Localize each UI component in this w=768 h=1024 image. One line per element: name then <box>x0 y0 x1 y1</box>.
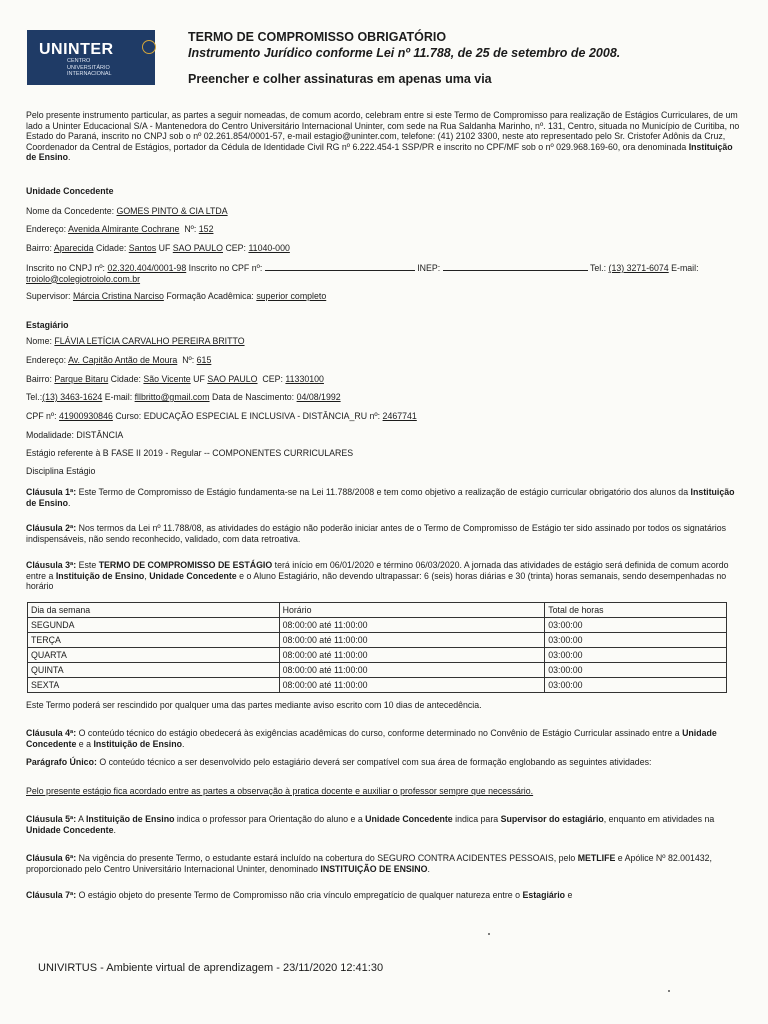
logo-subtitle: CENTRO UNIVERSITÁRIO INTERNACIONAL <box>67 58 112 77</box>
referente-text: Estágio referente à B FASE II 2019 - Regular -- COMPONENTES CURRICULARES <box>26 448 354 458</box>
atividades-text: Pelo presente estágio fica acordado entre as partes a observação à pratica docente e auxiliar o professor sempre que necessário. <box>26 786 534 796</box>
table-row: QUINTA 08:00:00 até 11:00:00 03:00:00 <box>28 663 727 678</box>
concedente-city-row: Bairro: Aparecida Cidade: Santos UF SAO PAULO CEP: 11040-000 <box>26 243 290 253</box>
estagiario-contact-row: Tel.:(13) 3463-1624 E-mail: fllbritto@gmail.com Data de Nascimento: 04/08/1992 <box>26 392 341 402</box>
clausula-5: Cláusula 5ª: A Instituição de Ensino indica o professor para Orientação do aluno e a Unidade Concedente indica para Supervisor do estagiário, enquanto em atividades na Unidade Concedente. <box>26 814 715 835</box>
concedente-address-row: Endereço: Avenida Almirante Cochrane Nº: 152 <box>26 224 214 234</box>
uninter-logo <box>27 30 155 85</box>
modalidade-text: Modalidade: DISTÂNCIA <box>26 430 124 440</box>
scan-speck <box>668 990 670 992</box>
concedente-supervisor-row: Supervisor: Márcia Cristina Narciso Formação Acadêmica: superior completo <box>26 291 327 301</box>
schedule-header-cell: Dia da semana <box>28 603 280 618</box>
document-title: TERMO DE COMPROMISSO OBRIGATÓRIO <box>188 30 447 44</box>
estagiario-address-row: Endereço: Av. Capitão Antão de Moura Nº: 615 <box>26 355 212 365</box>
instruction-text: Preencher e colher assinaturas em apenas uma via <box>188 72 492 86</box>
estagiario-name-row: Nome: FLÁVIA LETÍCIA CARVALHO PEREIRA BRITTO <box>26 336 245 346</box>
concedente-heading: Unidade Concedente <box>26 186 114 196</box>
clausula-6: Cláusula 6ª: Na vigência do presente Termo, o estudante estará incluído na cobertura do SEGURO CONTRA ACIDENTES PESSOAIS, pelo METLIFE e Apólice Nº 82.001432, proporcionado pelo Centro Universitário Internacional Uninter, denominado INSTITUIÇÃO DE ENSINO. <box>26 853 712 874</box>
intro-paragraph: Pelo presente instrumento particular, as partes a seguir nomeadas, de comum acordo, celebram entre si este Termo de Compromisso para realização de Estágios Curriculares, de um lado a Uninter Educacional S/A - Mantenedora do Centro Universitário Internacional Uninter, com sede na Rua Saldanha Marinho, nº. 131, Centro, situada no Município de Curitiba, no Estado do Paraná, inscrito no CNPJ sob o nº 02.261.854/0001-57, e-mail estagio@uninter.com, telefone: (41) 2102 3300, neste ato representado pelo Sr. Cristofer Adônis da Cruz, Coordenador da Central de Estágios, portador da Cédula de Identidade Civil RG nº 6.222.454-1 SSP/PR e inscrito no CPF/MF sob o nº 029.968.169-60, ora denominada Instituição de Ensino. <box>26 110 740 162</box>
paragrafo-unico: Parágrafo Único: O conteúdo técnico a ser desenvolvido pelo estagiário deverá ser compatível com sua área de formação englobando as seguintes atividades: <box>26 757 652 767</box>
estagiario-heading: Estagiário <box>26 320 69 330</box>
document-subtitle: Instrumento Jurídico conforme Lei nº 11.788, de 25 de setembro de 2008. <box>188 46 621 60</box>
table-row: QUARTA 08:00:00 até 11:00:00 03:00:00 <box>28 648 727 663</box>
footer-text: UNIVIRTUS - Ambiente virtual de aprendizagem - 23/11/2020 12:41:30 <box>38 962 384 974</box>
logo-name: UNINTER <box>39 41 114 58</box>
schedule-header-cell: Total de horas <box>545 603 727 618</box>
clausula-4: Cláusula 4ª: O conteúdo técnico do estágio obedecerá às exigências acadêmicas do curso, conforme determinado no Convênio de Estágio Curricular assinado entre a Unidade Concedente e a Instituição de Ensino. <box>26 728 717 749</box>
table-row: TERÇA 08:00:00 até 11:00:00 03:00:00 <box>28 633 727 648</box>
clausula-2: Cláusula 2ª: Nos termos da Lei nº 11.788/08, as atividades do estágio não poderão iniciar antes de o Termo de Compromisso de Estágio ter sido assinado por todos os signatários indispensáveis, não sendo reconhecido, validado, com data retroativa. <box>26 523 727 544</box>
clausula-7: Cláusula 7ª: O estágio objeto do presente Termo de Compromisso não cria vínculo empregatício de qualquer natureza entre o Estagiário e <box>26 890 573 900</box>
schedule-header-cell: Horário <box>279 603 545 618</box>
table-row: SEGUNDA 08:00:00 até 11:00:00 03:00:00 <box>28 618 727 633</box>
clausula-3: Cláusula 3ª: Este TERMO DE COMPROMISSO DE ESTÁGIO terá início em 06/01/2020 e término 06/03/2020. A jornada das atividades de estágio será definida de comum acordo entre a Instituição de Ensino, Unidade Concedente e o Aluno Estagiário, não devendo ultrapassar: 6 (seis) horas diárias e 30 (trinta) horas semanais, sendo desempenhadas no horário <box>26 560 729 591</box>
concedente-registry-row: Inscrito no CNPJ nº: 02.320.404/0001-98 Inscrito no CPF nº: INEP: Tel.: (13) 3271-6074 E-mail: troiolo@colegiotroiolo.com.br <box>26 263 699 284</box>
estagiario-city-row: Bairro: Parque Bitaru Cidade: São Vicente UF SAO PAULO CEP: 11330100 <box>26 374 324 384</box>
disciplina-text: Disciplina Estágio <box>26 466 96 476</box>
schedule-header-row <box>28 603 727 618</box>
rescission-text: Este Termo poderá ser rescindido por qualquer uma das partes mediante aviso escrito com 10 dias de antecedência. <box>26 700 482 710</box>
scan-speck <box>488 933 490 935</box>
globe-icon <box>142 40 156 54</box>
document-header <box>188 30 620 86</box>
table-row: SEXTA 08:00:00 até 11:00:00 03:00:00 <box>28 678 727 693</box>
clausula-1: Cláusula 1ª: Este Termo de Compromisso de Estágio fundamenta-se na Lei 11.788/2008 e tem como objetivo a realização de estágio curricular obrigatório dos alunos da Instituição de Ensino. <box>26 487 735 508</box>
schedule-table <box>27 602 727 693</box>
concedente-name-row: Nome da Concedente: GOMES PINTO & CIA LTDA <box>26 206 228 216</box>
estagiario-course-row: CPF nº: 41900930846 Curso: EDUCAÇÃO ESPECIAL E INCLUSIVA - DISTÂNCIA_RU nº: 2467741 <box>26 411 417 421</box>
